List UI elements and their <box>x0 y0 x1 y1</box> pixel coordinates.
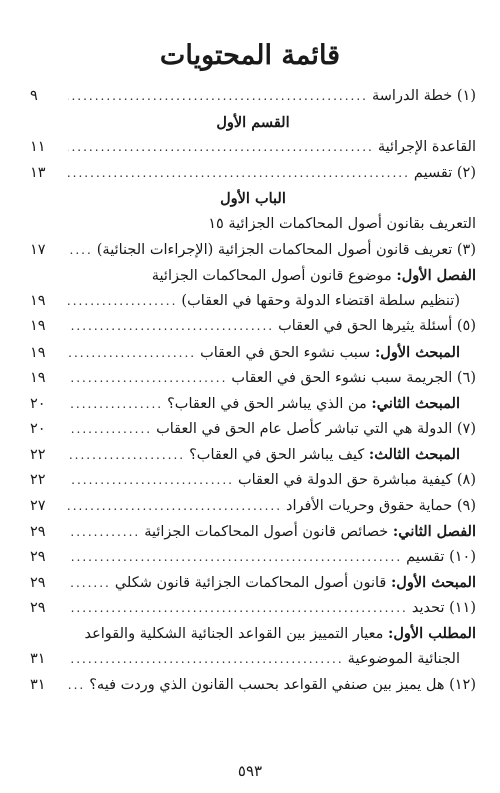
toc-entry <box>30 472 476 498</box>
entry-page: ٣١ <box>30 676 46 693</box>
entry-page: ١٩ <box>30 344 46 361</box>
entry-text: (٨) كيفية مباشرة حق الدولة في العقاب <box>237 471 476 488</box>
toc-entry <box>30 165 476 191</box>
toc-entry <box>30 370 476 396</box>
entry-text: التعريف بقانون أصول المحاكمات الجزائية ١٥ <box>208 215 476 232</box>
toc-entry <box>30 498 476 524</box>
toc-entry <box>30 139 476 165</box>
entry-page: ٢٢ <box>30 471 46 488</box>
toc-entry <box>30 625 476 651</box>
toc-entry <box>30 395 476 421</box>
leader-dots <box>68 397 163 411</box>
toc-entry <box>30 344 476 370</box>
entry-page: ٢٩ <box>30 548 46 565</box>
entry-page: ١٣ <box>30 164 46 181</box>
page-number: ٥٩٣ <box>237 762 263 780</box>
entry-page: ٩ <box>30 88 38 104</box>
entry-page: ١١ <box>30 139 46 156</box>
entry-label: المطلب الأول: <box>388 625 476 643</box>
entry-text: الجنائية الموضوعية <box>347 651 460 668</box>
page-title: قائمة المحتويات <box>159 40 341 71</box>
toc-entry <box>30 549 476 575</box>
leader-dots <box>68 140 374 154</box>
leader-dots <box>68 652 344 666</box>
entry-title: قانون أصول المحاكمات الجزائية قانون شكلي <box>114 575 391 592</box>
entry-page: ٢٢ <box>30 447 46 464</box>
toc-entry <box>30 242 476 268</box>
entry-page: ٢٧ <box>30 497 46 514</box>
entry-page: ١٩ <box>30 369 46 386</box>
entry-label: الفصل الثاني: <box>392 523 476 541</box>
table-of-contents <box>30 88 476 702</box>
section-heading <box>30 190 476 216</box>
leader-dots <box>68 525 140 539</box>
entry-text: (٣) تعريف قانون أصول المحاكمات الجزائية (الإجراءات الجنائية) <box>96 241 476 258</box>
toc-entry <box>30 421 476 447</box>
section-heading <box>30 114 476 140</box>
toc-entry <box>30 216 476 242</box>
leader-dots <box>68 89 368 103</box>
entry-title: معيار التمييز بين القواعد الجنائية الشكلية والقواعد <box>84 626 388 643</box>
entry-label: المبحث الثالث: <box>368 446 460 464</box>
entry-text <box>200 344 460 361</box>
entry-text <box>115 574 476 591</box>
entry-title: سبب نشوء الحق في العقاب <box>200 344 375 361</box>
heading-text: القسم الأول <box>216 113 290 131</box>
entry-text <box>144 523 476 540</box>
entry-text: (١٠) تقسيم <box>406 548 476 565</box>
leader-dots <box>68 576 111 590</box>
entry-text: (تنظيم سلطة اقتضاء الدولة وحقها في العقاب) <box>181 292 460 309</box>
entry-page: ٢٩ <box>30 575 46 592</box>
entry-text: (٩) حماية حقوق وحريات الأفراد <box>286 497 476 514</box>
leader-dots <box>68 371 227 385</box>
entry-page: ١٩ <box>30 292 46 309</box>
heading-text: الباب الأول <box>220 190 286 208</box>
toc-entry <box>30 446 476 472</box>
entry-text: (١١) تحديد <box>411 599 476 616</box>
entry-title: كيف يباشر الحق في العقاب؟ <box>189 447 369 464</box>
entry-title: خصائص قانون أصول المحاكمات الجزائية <box>144 524 393 541</box>
entry-title: موضوع قانون أصول المحاكمات الجزائية <box>151 268 397 285</box>
entry-label: المبحث الأول: <box>374 343 460 361</box>
entry-page: ١٩ <box>30 318 46 335</box>
entry-text: (٧) الدولة هي التي تباشر كأصل عام الحق في العقاب <box>156 420 476 437</box>
entry-page: ٢٠ <box>30 420 46 437</box>
leader-dots <box>68 346 196 360</box>
entry-text: (١٢) هل يميز بين صنفي القواعد بحسب القانون الذي وردت فيه؟ <box>89 676 476 693</box>
entry-text <box>167 395 460 412</box>
entry-label: المبحث الثاني: <box>371 395 460 413</box>
toc-entry <box>30 677 476 703</box>
toc-entry <box>30 651 476 677</box>
leader-dots <box>68 601 408 615</box>
leader-dots <box>68 448 185 462</box>
entry-text: القاعدة الإجرائية <box>377 139 476 156</box>
entry-text <box>30 267 476 284</box>
entry-label: الفصل الأول: <box>396 267 476 285</box>
entry-text: (١) خطة الدراسة <box>372 88 476 104</box>
leader-dots <box>68 499 282 513</box>
leader-dots <box>68 319 274 333</box>
toc-entry <box>30 293 476 319</box>
entry-page: ١٧ <box>30 241 46 258</box>
entry-label: المبحث الأول: <box>390 574 476 592</box>
entry-text: (٦) الجريمة سبب نشوء الحق في العقاب <box>231 369 476 386</box>
entry-page: ٢٩ <box>30 599 46 616</box>
entry-page: ٢٩ <box>30 524 46 541</box>
entry-text <box>189 446 460 463</box>
toc-entry <box>30 88 476 114</box>
leader-dots <box>68 550 402 564</box>
leader-dots <box>68 473 234 487</box>
toc-entry <box>30 523 476 549</box>
entry-page: ٣١ <box>30 651 46 668</box>
leader-dots <box>68 422 152 436</box>
leader-dots <box>68 294 177 308</box>
leader-dots <box>68 678 85 692</box>
entry-text: (٢) تقسيم <box>413 164 476 181</box>
toc-entry <box>30 318 476 344</box>
toc-entry <box>30 600 476 626</box>
entry-title: من الذي يباشر الحق في العقاب؟ <box>167 396 372 413</box>
leader-dots <box>68 243 93 257</box>
toc-entry <box>30 574 476 600</box>
entry-page: ٢٠ <box>30 396 46 413</box>
entry-text: (٥) أسئلة يثيرها الحق في العقاب <box>278 318 476 335</box>
toc-entry <box>30 267 476 293</box>
leader-dots <box>68 166 410 180</box>
entry-text <box>30 625 476 642</box>
